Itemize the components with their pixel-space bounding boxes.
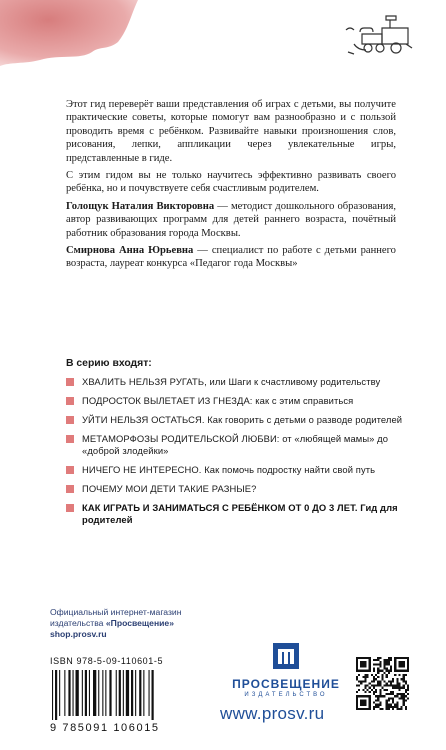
author-1-name: Голощук Наталия Викторовна bbox=[66, 200, 215, 212]
author-2-name: Смирнова Анна Юрьевна bbox=[66, 245, 194, 257]
bullet-square-icon bbox=[66, 485, 74, 493]
isbn-barcode bbox=[50, 656, 190, 736]
shop-url: shop.prosv.ru bbox=[50, 629, 107, 639]
bullet-square-icon bbox=[66, 378, 74, 386]
qr-code-icon bbox=[356, 657, 409, 710]
series-title: В серию входят: bbox=[66, 358, 152, 369]
series-item: МЕТАМОРФОЗЫ РОДИТЕЛЬСКОЙ ЛЮБВИ: от «любящей мамы» до «доброй злодейки» bbox=[66, 433, 406, 457]
shop-line-1: Официальный интернет-магазин bbox=[50, 607, 182, 617]
bullet-square-icon bbox=[66, 504, 74, 512]
prosveshchenie-logo-icon bbox=[272, 642, 300, 670]
pink-watercolor-blob bbox=[0, 0, 150, 70]
barcode-digits: 9 785091 106015 bbox=[50, 722, 160, 734]
series-item-current: КАК ИГРАТЬ И ЗАНИМАТЬСЯ С РЕБЁНКОМ ОТ 0 ДО 3 ЛЕТ. Гид для родителей bbox=[66, 502, 406, 526]
barcode-icon bbox=[50, 670, 190, 720]
series-item: УЙТИ НЕЛЬЗЯ ОСТАТЬСЯ. Как говорить с детьми о разводе родителей bbox=[66, 414, 406, 426]
author-1-desc: — методист дошкольного образования, автор развивающих программ для детей раннего возраста, почётный работник образования города Москвы. bbox=[66, 200, 396, 239]
series-list bbox=[66, 358, 406, 533]
publisher-subtitle: ИЗДАТЕЛЬСТВО bbox=[244, 692, 328, 698]
isbn-number: ISBN 978-5-09-110601-5 bbox=[50, 656, 164, 666]
series-item: НИЧЕГО НЕ ИНТЕРЕСНО. Как помочь подростку найти свой путь bbox=[66, 464, 406, 476]
series-item: ХВАЛИТЬ НЕЛЬЗЯ РУГАТЬ, или Шаги к счастливому родительству bbox=[66, 376, 406, 388]
toy-train-icon bbox=[338, 8, 418, 68]
online-shop-info bbox=[50, 607, 181, 640]
description bbox=[66, 98, 396, 275]
shop-line-2: издательства «Просвещение» bbox=[50, 618, 174, 628]
author-1 bbox=[66, 200, 396, 240]
publisher-name: ПРОСВЕЩЕНИЕ bbox=[232, 677, 340, 691]
bullet-square-icon bbox=[66, 466, 74, 474]
intro-paragraph: Этот гид переверёт ваши представления об играх с детьми, вы получите практические советы, которые помогут вам разнообразно и с пользой проводить время с ребёнком. Развивайте навыки произношения слов, рисования, лепки, аппликации через увлекательные игры, представленные в гиде. bbox=[66, 99, 396, 164]
bullet-square-icon bbox=[66, 435, 74, 443]
author-2-desc: — специалист по работе с детьми раннего возраста, лауреат конкурса «Педагог года Москвы» bbox=[66, 245, 396, 270]
series-item: ПОЧЕМУ МОИ ДЕТИ ТАКИЕ РАЗНЫЕ? bbox=[66, 483, 406, 495]
publisher-logo bbox=[232, 642, 340, 698]
bullet-square-icon bbox=[66, 397, 74, 405]
author-2 bbox=[66, 244, 396, 271]
bullet-square-icon bbox=[66, 416, 74, 424]
series-item: ПОДРОСТОК ВЫЛЕТАЕТ ИЗ ГНЕЗДА: как с этим справиться bbox=[66, 395, 406, 407]
publisher-url: www.prosv.ru bbox=[220, 704, 325, 723]
second-paragraph: С этим гидом вы не только научитесь эффективно развивать своего ребёнка, но и почувствуете себя счастливым родителем. bbox=[66, 170, 396, 195]
